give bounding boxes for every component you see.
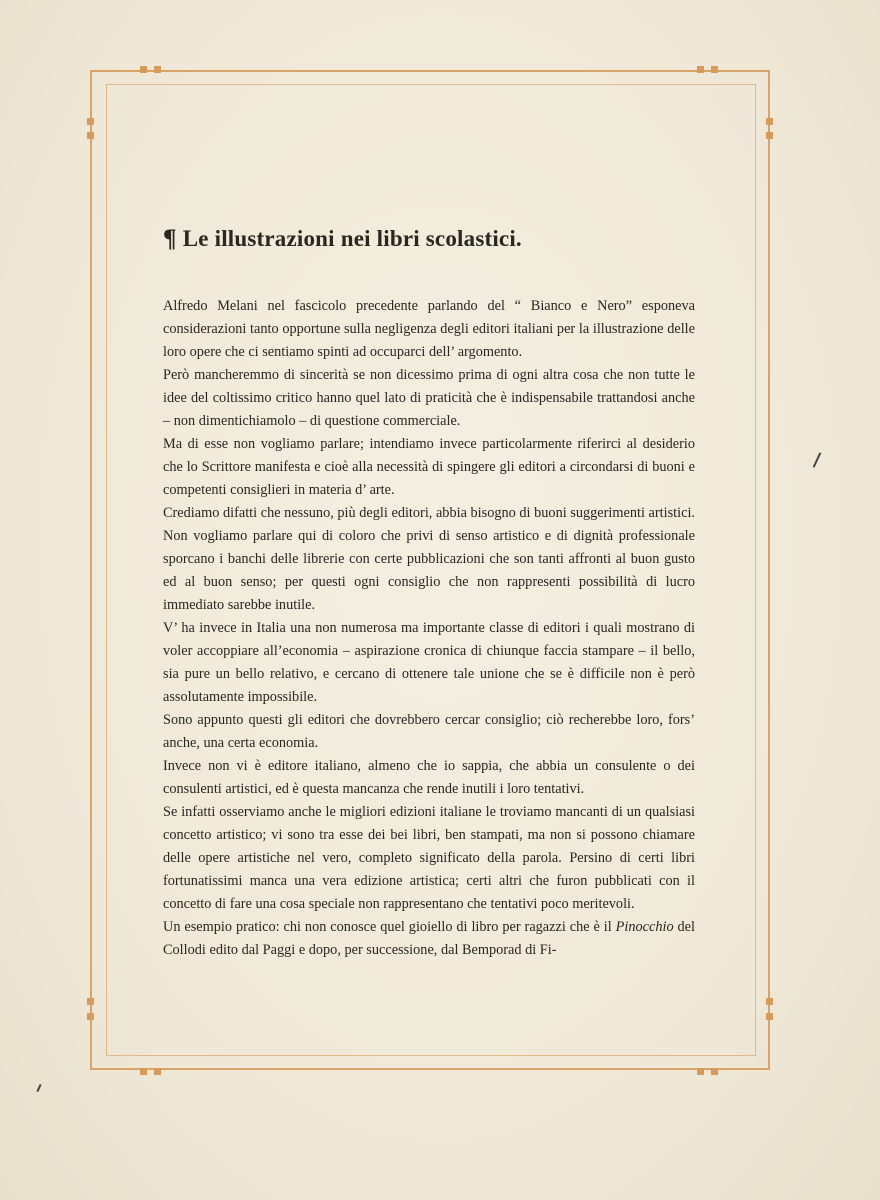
paragraph: Però mancheremmo di sincerità se non dicessimo prima di ogni altra cosa che non tutte le idee del coltissimo critico hanno quel lato di praticità che è indispensabile trattandosi anche – non dimentichiamolo – di questione commerciale. [163, 367, 695, 429]
paragraph: Sono appunto questi gli editori che dovrebbero cercar consiglio; ciò recherebbe loro, fors’ anche, una certa economia. [163, 712, 695, 751]
ornament-square [87, 998, 94, 1005]
ornament-square [711, 66, 718, 73]
ornament-square [711, 1068, 718, 1075]
paragraph: V’ ha invece in Italia una non numerosa ma importante classe di editori i quali mostrano di voler accoppiare all’economia – aspirazione cronica di chiunque faccia stampare – il bello, sia pure un bello relativo, e cercano di ottenere tale unione che se è difficile non è però assolutamente impossibile. [163, 620, 695, 705]
ornament-square [697, 66, 704, 73]
pilcrow-mark: ¶ [163, 225, 177, 252]
paragraph: Crediamo difatti che nessuno, più degli editori, abbia bisogno di buoni suggerimenti artistici. Non vogliamo parlare qui di coloro che privi di senso artistico e di dignità professionale sporcano i banchi delle librerie con certe pubblicazioni che son tanti affronti al buon gusto ed al buon senso; per questi ogni consiglio che non rappresenti possibilità di lucro immediato sarebbe inutile. [163, 505, 695, 613]
ornament-square [766, 1013, 773, 1020]
ornament-square [154, 1068, 161, 1075]
paragraph-last-end: del Collodi edito dal Paggi e dopo, per successione, dal Bemporad di Fi- [163, 919, 695, 958]
article [163, 225, 695, 962]
book-title-pinocchio: Pinocchio [615, 919, 674, 935]
paragraph: Ma di esse non vogliamo parlare; intendiamo invece particolarmente riferirci al desiderio che lo Scrittore manifesta e cioè alla necessità di spingere gli editori a circondarsi di buoni e competenti consiglieri in materia d’ arte. [163, 436, 695, 498]
article-title [163, 225, 695, 253]
stray-pencil-mark [813, 452, 822, 467]
ornament-square [154, 66, 161, 73]
ornament-square [140, 66, 147, 73]
paragraph: Alfredo Melani nel fascicolo precedente parlando del “ Bianco e Nero” esponeva considerazioni tanto opportune sulla negligenza degli editori italiani per la illustrazione delle loro opere che ci sentiamo spinti ad occuparci dell’ argomento. [163, 298, 695, 360]
paragraph: Se infatti osserviamo anche le migliori edizioni italiane le troviamo mancanti di un qualsiasi concetto artistico; vi sono tra esse dei bei libri, ben stampati, ma non si possono chiamare delle opere artistiche nel vero, completo significato della parola. Persino di certi libri fortunatissimi manca una vera edizione artistica; certi altri che furon pubblicati con il concetto di fare una cosa speciale non rappresentano che tentativi poco meritevoli. [163, 804, 695, 912]
ornament-square [87, 1013, 94, 1020]
paragraph: Invece non vi è editore italiano, almeno che io sappia, che abbia un consulente o dei consulenti artistici, ed è questa mancanza che rende inutili i loro tentativi. [163, 758, 695, 797]
ornament-square [697, 1068, 704, 1075]
paragraph-last [163, 916, 695, 962]
ornament-square [766, 118, 773, 125]
article-body [163, 295, 695, 962]
article-title-text: Le illustrazioni nei libri scolastici. [182, 226, 522, 251]
ornament-square [766, 132, 773, 139]
paragraph-last-start: Un esempio pratico: chi non conosce quel gioiello di libro per ragazzi che è il [163, 919, 616, 935]
stray-pencil-mark [36, 1084, 41, 1092]
ornament-square [87, 118, 94, 125]
ornament-square [140, 1068, 147, 1075]
ornament-square [87, 132, 94, 139]
ornament-square [766, 998, 773, 1005]
